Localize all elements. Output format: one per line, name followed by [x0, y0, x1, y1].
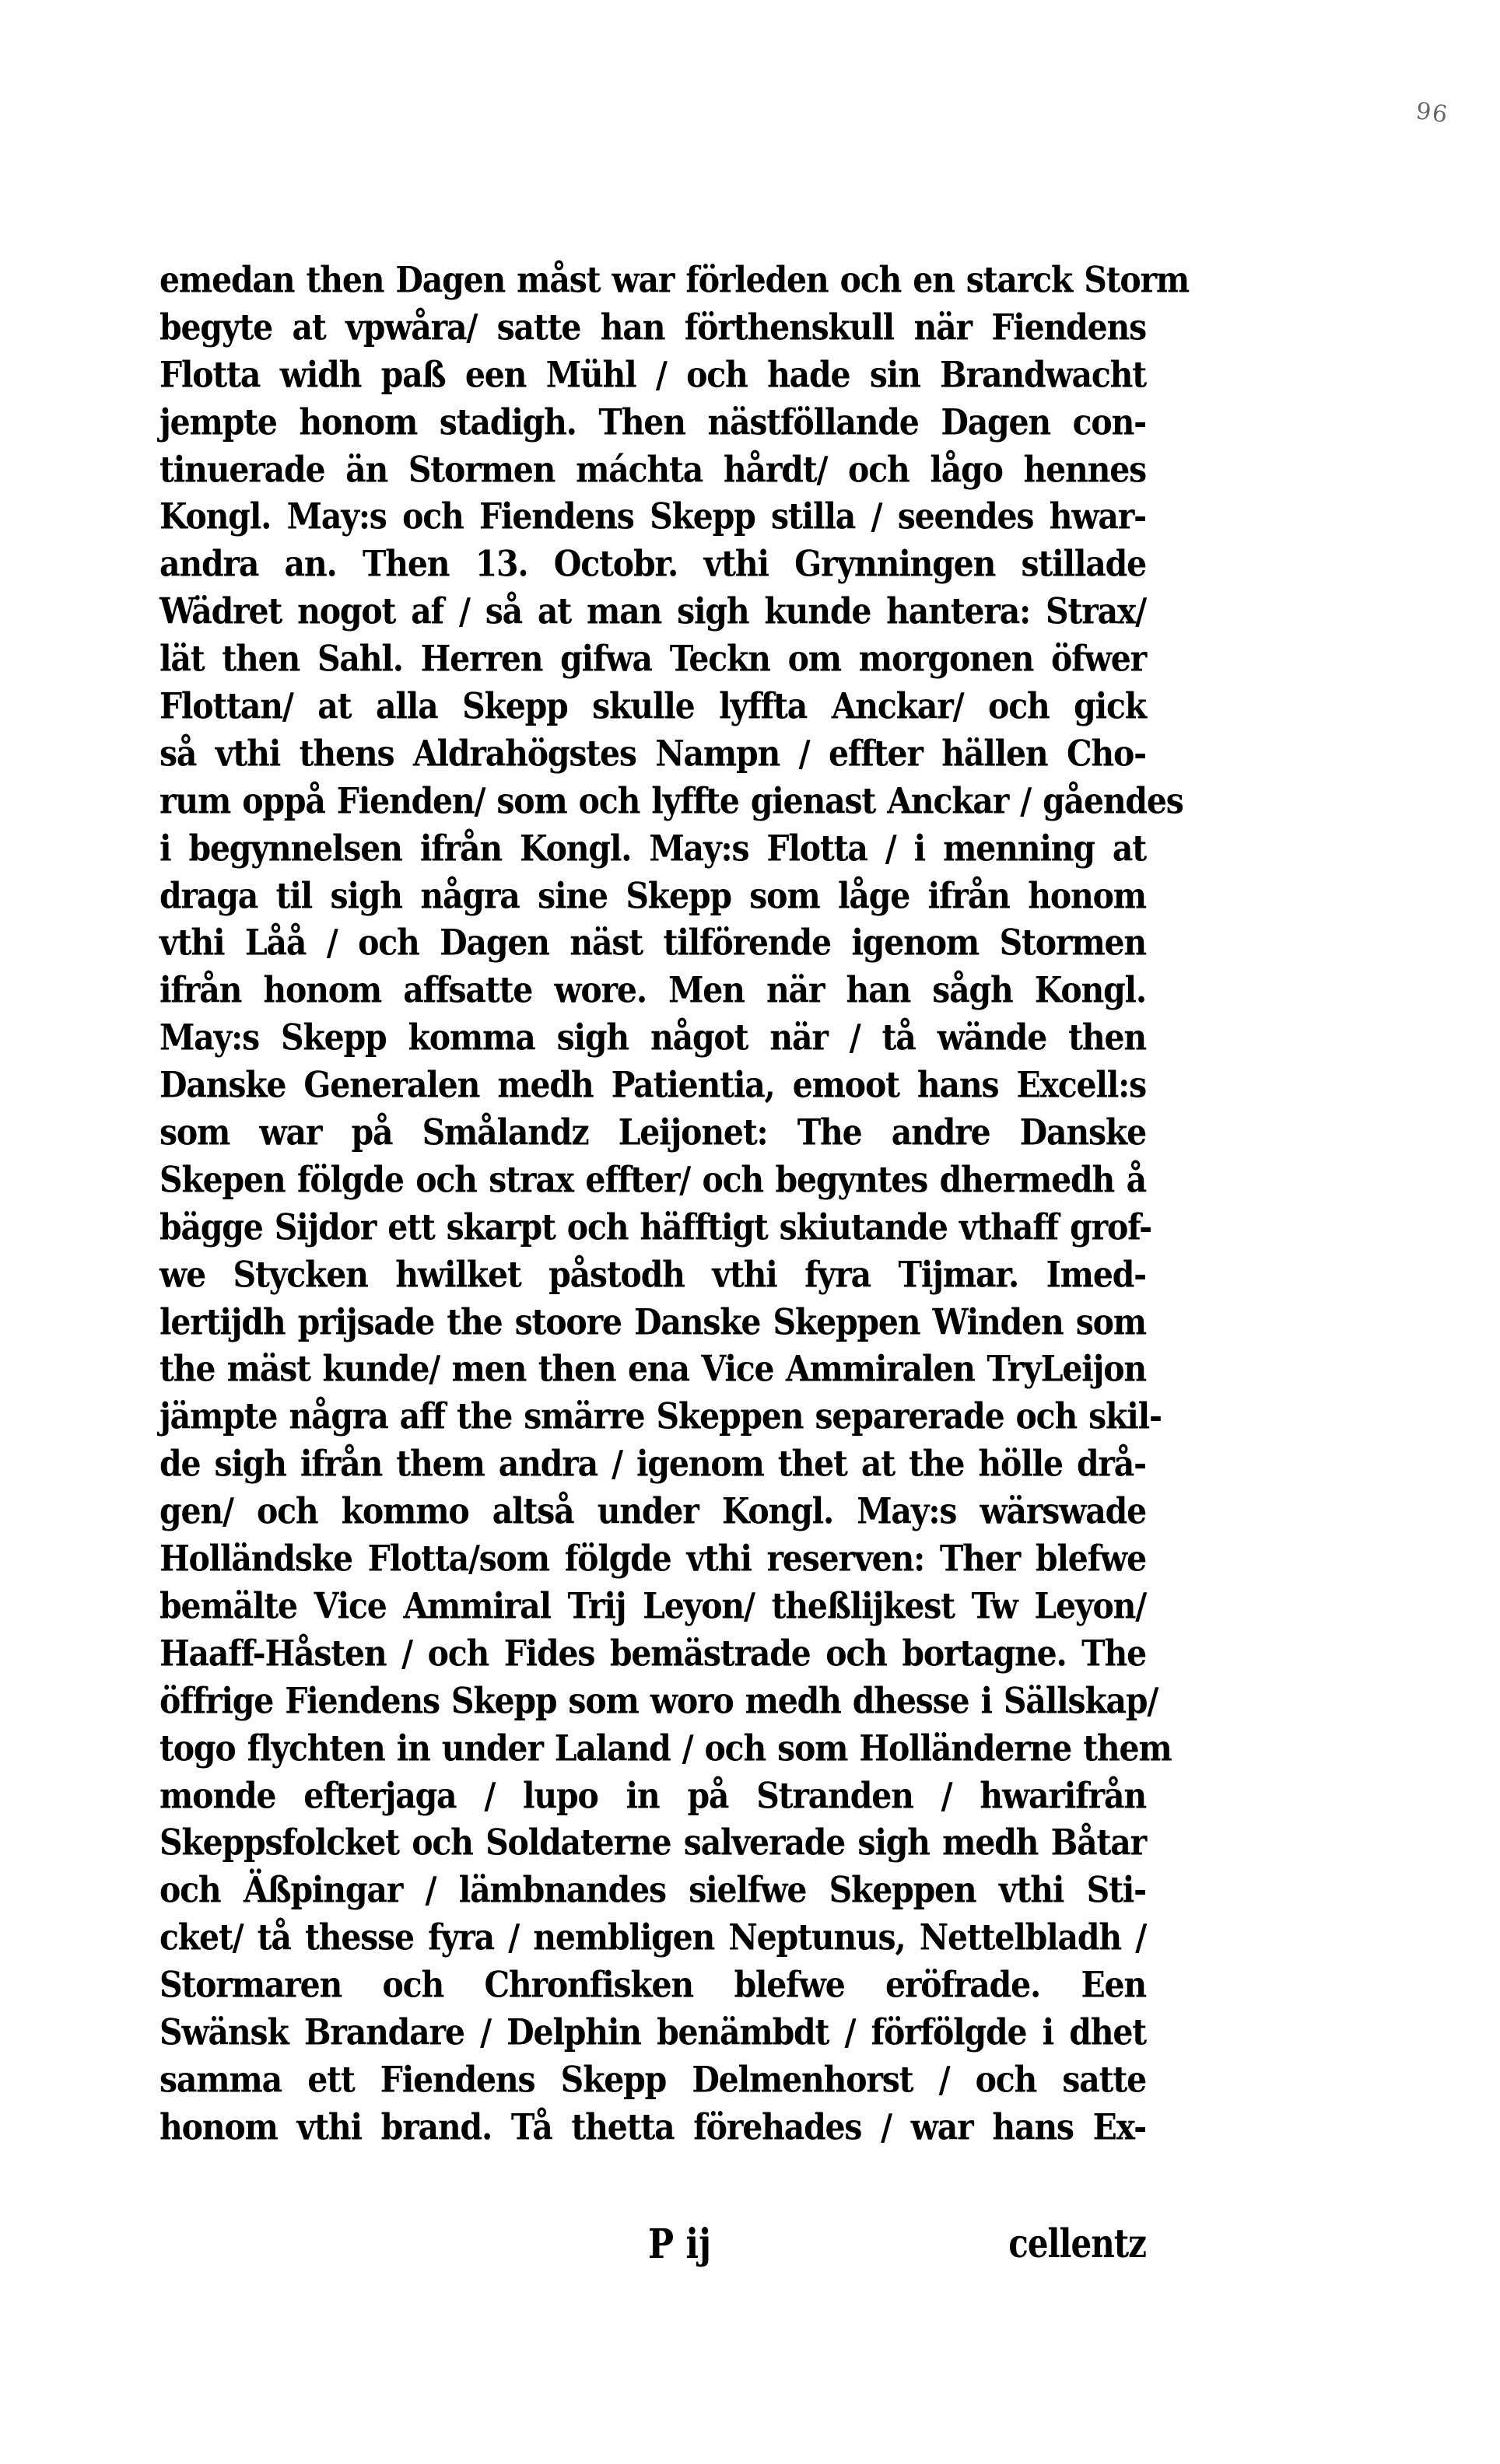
text-line: Stormaren och Chronfisken blefwe eröfrade. Een — [159, 1964, 1146, 2006]
text-line: tinuerade än Stormen máchta hårdt/ och lågo hennes — [159, 448, 1146, 491]
text-line: emedan then Dagen måst war förleden och en starck Storm — [159, 259, 1190, 301]
text-line: bägge Sijdor ett skarpt och häfftigt skiutande vthaff grof- — [159, 1206, 1151, 1248]
text-line: öffrige Fiendens Skepp som woro medh dhesse i Sällskap/ — [159, 1679, 1158, 1722]
catchword: cellentz — [1008, 2221, 1146, 2266]
body-text — [159, 257, 1190, 2151]
text-line: lertijdh prijsade the stoore Danske Skeppen Winden som — [159, 1300, 1146, 1343]
handwritten-folio-mark: 96 — [1414, 97, 1451, 129]
text-line: vthi Låå / och Dagen näst tilförende igenom Stormen — [159, 922, 1146, 964]
text-line: togo flychten in under Laland / och som Holländerne them — [159, 1727, 1172, 1769]
page-footer — [159, 2220, 1146, 2279]
text-line: jämpte några aff the smärre Skeppen separerade och skil- — [159, 1395, 1162, 1438]
text-line: lät then Sahl. Herren gifwa Teckn om morgonen öfwer — [159, 638, 1146, 680]
text-line: draga til sigh några sine Skepp som låge ifrån honom — [159, 874, 1146, 917]
text-line: bemälte Vice Ammiral Trij Leyon/ theßlijkest Tw Leyon/ — [159, 1585, 1146, 1627]
text-line: begyte at vpwåra/ satte han förthenskull när Fiendens — [159, 306, 1146, 348]
text-line: rum oppå Fienden/ som och lyffte gienast Anckar / gåendes — [159, 779, 1183, 822]
text-line: som war på Smålandz Leijonet: The andre Danske — [159, 1111, 1146, 1153]
text-line: Flottan/ at alla Skepp skulle lyffta Anckar/ och gick — [159, 685, 1146, 727]
text-line: Holländske Flotta/som fölgde vthi reserven: Ther blefwe — [159, 1538, 1146, 1580]
text-line: Skeppsfolcket och Soldaterne salverade sigh medh Båtar — [159, 1822, 1146, 1864]
text-line: cket/ tå thesse fyra / nembligen Neptunus, Nettelbladh / — [159, 1916, 1146, 1958]
text-line: May:s Skepp komma sigh något när / tå wände then — [159, 1017, 1146, 1059]
text-line: the mäst kunde/ men then ena Vice Ammiralen TryLeijon — [159, 1348, 1146, 1391]
text-line: gen/ och kommo altså under Kongl. May:s wärswade — [159, 1490, 1146, 1532]
text-line: ifrån honom affsatte wore. Men när han sågh Kongl. — [159, 969, 1146, 1012]
text-line: Flotta widh paß een Mühl / och hade sin Brandwacht — [159, 353, 1146, 396]
text-line: och Äßpingar / lämbnandes sielfwe Skeppen vthi Sti- — [159, 1869, 1146, 1912]
text-line: Swänsk Brandare / Delphin benämbdt / förfölgde i dhet — [159, 2011, 1146, 2053]
text-line: Skepen fölgde och strax effter/ och begyntes dhermedh å — [159, 1158, 1146, 1201]
text-line: we Stycken hwilket påstodh vthi fyra Tijmar. Imed- — [159, 1253, 1146, 1296]
text-line: honom vthi brand. Tå thetta förehades / war hans Ex- — [159, 2105, 1146, 2148]
text-line: jempte honom stadigh. Then nästföllande Dagen con- — [159, 401, 1146, 443]
text-line: i begynnelsen ifrån Kongl. May:s Flotta / i menning at — [159, 827, 1146, 870]
text-line: Wädret nogot af / så at man sigh kunde hantera: Strax/ — [159, 590, 1146, 633]
text-line: monde efterjaga / lupo in på Stranden / hwarifrån — [159, 1774, 1146, 1817]
text-line: samma ett Fiendens Skepp Delmenhorst / och satte — [159, 2058, 1146, 2101]
text-line: Kongl. May:s och Fiendens Skepp stilla / seendes hwar- — [159, 495, 1146, 538]
signature-mark: P ij — [648, 2220, 712, 2269]
text-line: så vthi thens Aldrahögstes Nampn / effter hällen Cho- — [159, 732, 1146, 775]
text-line: de sigh ifrån them andra / igenom thet at the hölle drå- — [159, 1443, 1146, 1486]
text-line: andra an. Then 13. Octobr. vthi Grynningen stillade — [159, 543, 1146, 586]
text-line: Haaff-Håsten / och Fides bemästrade och bortagne. The — [159, 1632, 1146, 1675]
text-line: Danske Generalen medh Patientia, emoot hans Excell:s — [159, 1064, 1146, 1106]
